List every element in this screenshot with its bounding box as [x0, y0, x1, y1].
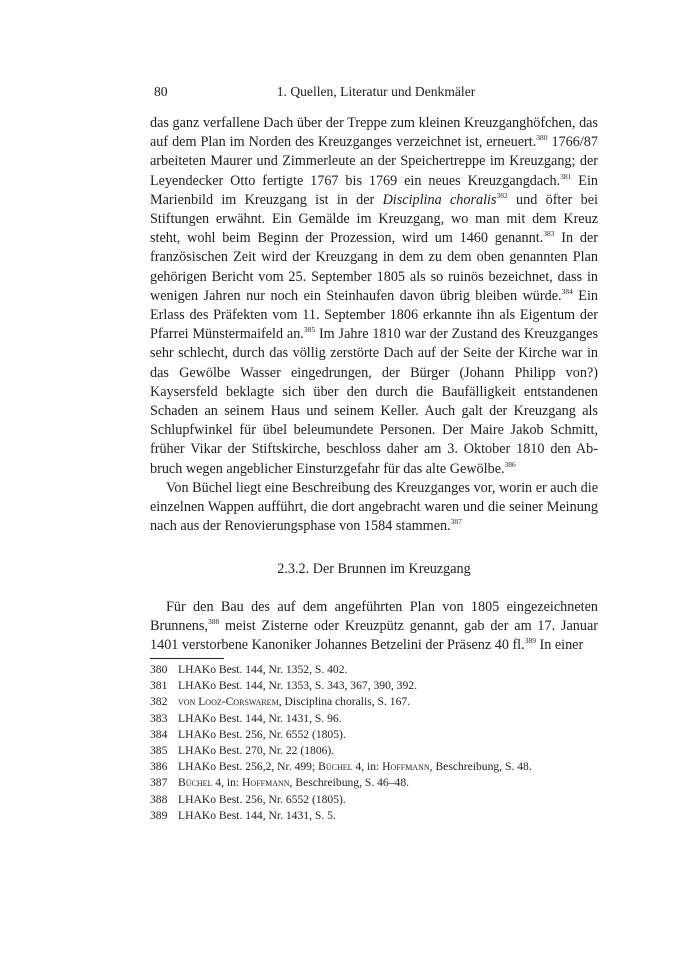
text-run: das ganz verfallene Dach über der Treppe zum kleinen Kreuzganghöfchen, das auf dem Plan im Norden des Kreuzganges verzeichnet ist, erneuert. [150, 115, 598, 151]
text-run: meist Zisterne oder Kreuzpütz genannt, gab der am 17. Januar 1401 verstorbene Kanoniker Johannes Betzelini der Präsenz 40 fl. [150, 618, 598, 654]
footnote-ref[interactable]: 388 [207, 617, 220, 627]
paragraph [150, 114, 598, 479]
footnote-text: LHAKo Best. 144, Nr. 1431, S. 5. [178, 808, 336, 822]
footnote [150, 662, 598, 678]
footnote-number: 384 [150, 727, 168, 741]
text-run: Ein Marienbild im Kreuzgang ist in der [150, 172, 598, 208]
footnote-ref[interactable]: 385 [303, 325, 316, 335]
text-run: Für den Bau des auf dem angeführten Plan von 1805 eingezeichneten Brunnens, [150, 599, 598, 635]
footnote [150, 775, 598, 791]
footnote-number: 386 [150, 760, 168, 774]
footnote-ref[interactable]: 384 [561, 286, 573, 296]
footnote [150, 678, 598, 694]
footnote-text: , Beschreibung, S. 48. [429, 760, 532, 774]
footnote [150, 808, 598, 824]
footnote [150, 759, 598, 775]
footnote [150, 711, 598, 727]
author-name: Hoffmann [242, 776, 290, 790]
footnote-text: LHAKo Best. 256, Nr. 6552 (1805). [178, 792, 346, 806]
footnote-text: LHAKo Best. 256, Nr. 6552 (1805). [178, 727, 346, 741]
author-name: Büchel [318, 760, 353, 774]
footnote-number: 388 [150, 792, 168, 806]
footnote-ref[interactable]: 382 [496, 190, 508, 200]
footnote-number: 381 [150, 679, 168, 693]
footnote-text: , Beschreibung, S. 46–48. [289, 776, 410, 790]
footnote [150, 694, 598, 710]
footnote-ref[interactable]: 381 [560, 171, 572, 181]
footnote-text: LHAKo Best. 144, Nr. 1352, S. 402. [178, 663, 348, 676]
paragraph [150, 598, 598, 656]
main-text [150, 114, 598, 536]
footnote-number: 380 [150, 663, 168, 676]
footnote [150, 743, 598, 759]
footnote [150, 727, 598, 743]
footnote-ref[interactable]: 386 [504, 459, 516, 469]
footnote-text: , Disciplina choralis, S. 167. [278, 695, 411, 709]
author-name: von Looz-Corswarem [178, 695, 279, 709]
footnote-number: 382 [150, 695, 168, 709]
footnote-text: LHAKo Best. 270, Nr. 22 (1806). [178, 744, 335, 758]
footnote-ref[interactable]: 383 [543, 229, 555, 239]
text-run: und öfter bei Stiftungen erwähnt. Ein Gemälde im Kreuzgang, wo man mit dem Kreuz steht, wohl beim Beginn der Prozession, wird um 1460 genannt. [150, 191, 599, 247]
author-name: Büchel [178, 776, 213, 790]
text-run: Von Büchel liegt eine Beschreibung des Kreuzganges vor, worin er auch die einzelnen Wappen aufführt, die dort angebracht waren und die seiner Meinung nach aus der Renovierungsphase von 1584 stammen. [150, 479, 598, 535]
footnote-text: LHAKo Best. 144, Nr. 1353, S. 343, 367, 390, 392. [178, 679, 417, 693]
text-run: In der französischen Zeit wird der Kreuzgang in dem zu dem oben genannten Plan gehörigen Bericht vom 25. September 1805 als so ruinös bezeichnet, dass in wenigen Jahren nur noch ein Steinhaufen davon übrig bleiben würde. [150, 230, 598, 304]
footnote-number: 383 [150, 711, 168, 725]
footnote-text: 4, in: [352, 760, 383, 774]
text-run: Ein Erlass des Präfekten vom 11. September 1806 erkannte ihn als Eigentum der Pfarrei Münstermaifeld an. [150, 287, 598, 343]
footnote-ref[interactable]: 389 [524, 636, 536, 646]
footnote [150, 792, 598, 808]
footnote-text: 4, in: [212, 776, 243, 790]
italic-title: Disciplina choralis [382, 191, 497, 208]
footnote-number: 389 [150, 808, 168, 822]
text-run: In einer [535, 637, 584, 654]
footnote-number: 385 [150, 744, 168, 758]
paragraph [150, 479, 598, 537]
author-name: Hoffmann [382, 760, 430, 774]
footnote-text: LHAKo Best. 256,2, Nr. 499; [178, 760, 319, 774]
footnote-ref[interactable]: 387 [450, 517, 462, 527]
page-number: 80 [154, 84, 168, 99]
text-run: Im Jahre 1810 war der Zustand des Kreuzganges sehr schlecht, durch das völlig zerstörte Dach auf der Seite der Kirche war in das Gewölbe Wasser eingedrungen, der Bürger (Johann Philipp von?) Kaysersfeld beklagte sich über den durch die Baufälligkeit entstandenen Schaden an seinem Haus und seinem Keller. Auch galt der Kreuzgang als Schlupfwinkel für übel beleumundete Personen. Der Maire Jakob Schmitt, früher Vikar der Stiftskirche, beschloss daher am 3. Oktober 1810 den Abbruch wegen angeblicher Einsturzgefahr für das alte Gewölbe. [150, 326, 598, 477]
running-title: 1. Quellen, Literatur und Denkmäler [276, 84, 476, 99]
section-text [150, 598, 598, 656]
text-run: 1766/87 arbeiteten Maurer und Zimmerleute an der Speichertreppe im Kreuzgang; der Leyendecker Otto fertigte 1767 bis 1769 ein neues Kreuzgangdach. [150, 134, 598, 189]
footnote-text: LHAKo Best. 144, Nr. 1431, S. 96. [178, 711, 342, 725]
footnote-divider [150, 658, 224, 659]
section-heading: 2.3.2. Der Brunnen im Kreuzgang [277, 561, 471, 577]
footnote-ref[interactable]: 380 [536, 133, 548, 143]
footnotes [150, 662, 598, 824]
footnote-number: 387 [150, 776, 168, 790]
